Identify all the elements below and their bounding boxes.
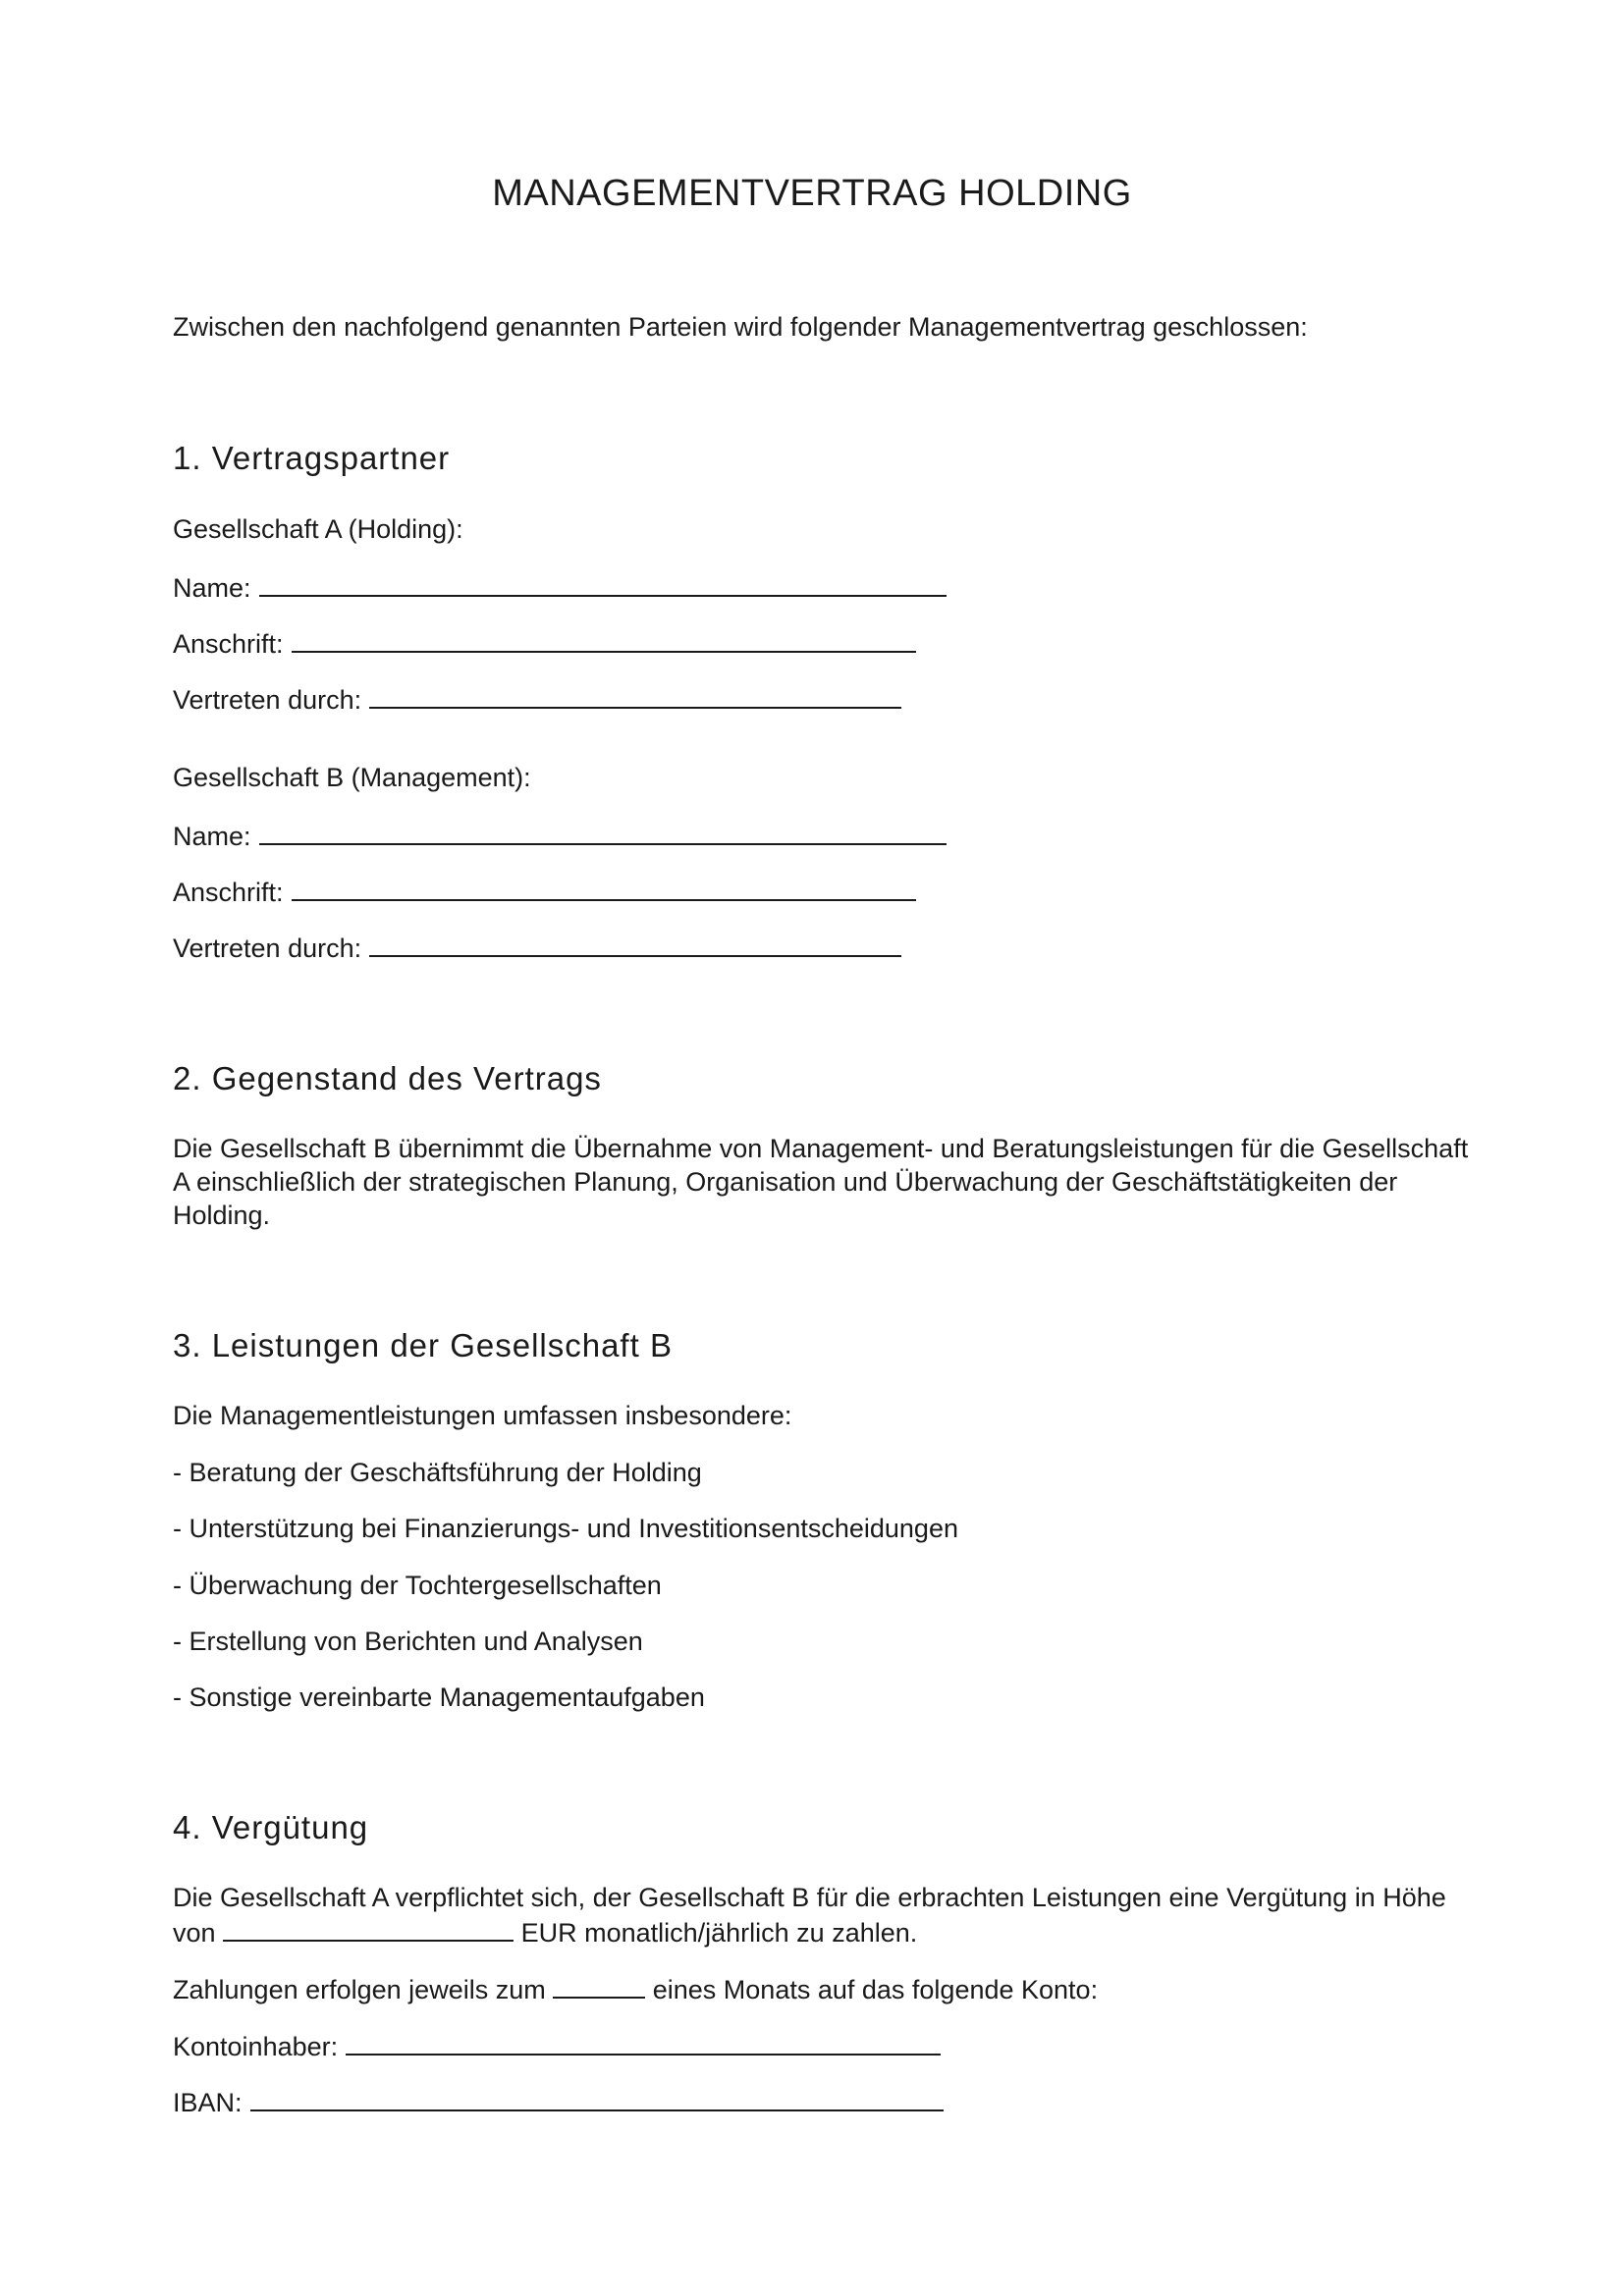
- section4-heading: 4. Vergütung: [173, 1809, 369, 1845]
- account-holder-row: [173, 2028, 941, 2063]
- party-b-name-field[interactable]: [259, 818, 947, 845]
- account-holder-label: Kontoinhaber:: [173, 2032, 339, 2061]
- payment-text-part1: Zahlungen erfolgen jeweils zum: [173, 1975, 546, 2004]
- party-a-address-row: [173, 625, 916, 661]
- section2-heading: 2. Gegenstand des Vertrags: [173, 1060, 602, 1096]
- party-b-rep-field[interactable]: [369, 930, 901, 957]
- party-b-address-field[interactable]: [292, 874, 916, 901]
- iban-field[interactable]: [250, 2084, 944, 2111]
- payment-text-part2: eines Monats auf das folgende Konto:: [652, 1975, 1099, 2004]
- party-b-address-label: Anschrift:: [173, 878, 284, 907]
- party-a-name-row: [173, 569, 947, 605]
- party-a-rep-row: [173, 681, 901, 717]
- iban-label: IBAN:: [173, 2088, 243, 2117]
- section4-body: [173, 1881, 1469, 1949]
- section2-body: Die Gesellschaft B übernimmt die Übernahme von Management- und Beratungsleistungen für die Gesellschaft A einschließlich der strategischen Planung, Organisation und Überwachung der Geschäftstätigkeiten der Holding.: [173, 1134, 1469, 1230]
- party-a-label: Gesellschaft A (Holding):: [173, 514, 463, 544]
- list-item: - Unterstützung bei Finanzierungs- und Investitionsentscheidungen: [173, 1514, 958, 1543]
- section4-body-part1: Die Gesellschaft A verpflichtet sich, der Gesellschaft B für die erbrachten Leistungen eine Vergütung in Höhe von: [173, 1883, 1446, 1948]
- list-item: - Überwachung der Tochtergesellschaften: [173, 1571, 662, 1600]
- party-b-name-row: [173, 818, 947, 853]
- party-a-rep-label: Vertreten durch:: [173, 685, 362, 715]
- party-a-name-field[interactable]: [259, 569, 947, 597]
- amount-field[interactable]: [223, 1914, 514, 1942]
- party-b-label: Gesellschaft B (Management):: [173, 763, 531, 792]
- list-item: - Sonstige vereinbarte Managementaufgaben: [173, 1682, 705, 1712]
- party-b-address-row: [173, 874, 916, 909]
- list-item: - Beratung der Geschäftsführung der Holding: [173, 1458, 702, 1487]
- payment-row: [173, 1971, 1098, 2006]
- iban-row: [173, 2084, 944, 2119]
- payment-day-field[interactable]: [553, 1971, 645, 1999]
- section3-heading: 3. Leistungen der Gesellschaft B: [173, 1327, 673, 1363]
- party-a-address-field[interactable]: [292, 625, 916, 653]
- party-a-rep-field[interactable]: [369, 681, 901, 709]
- party-b-name-label: Name:: [173, 822, 251, 851]
- party-a-name-label: Name:: [173, 573, 251, 603]
- list-item: - Erstellung von Berichten und Analysen: [173, 1627, 643, 1656]
- section4-body-part2: EUR monatlich/jährlich zu zahlen.: [520, 1918, 918, 1948]
- party-a-address-label: Anschrift:: [173, 629, 284, 659]
- intro-text: Zwischen den nachfolgend genannten Parteien wird folgender Managementvertrag geschlossen:: [173, 312, 1308, 342]
- section1-heading: 1. Vertragspartner: [173, 440, 451, 476]
- document-title: MANAGEMENTVERTRAG HOLDING: [492, 173, 1132, 214]
- party-b-rep-label: Vertreten durch:: [173, 934, 362, 963]
- section3-intro: Die Managementleistungen umfassen insbesondere:: [173, 1401, 792, 1430]
- account-holder-field[interactable]: [346, 2028, 941, 2056]
- party-b-rep-row: [173, 930, 901, 965]
